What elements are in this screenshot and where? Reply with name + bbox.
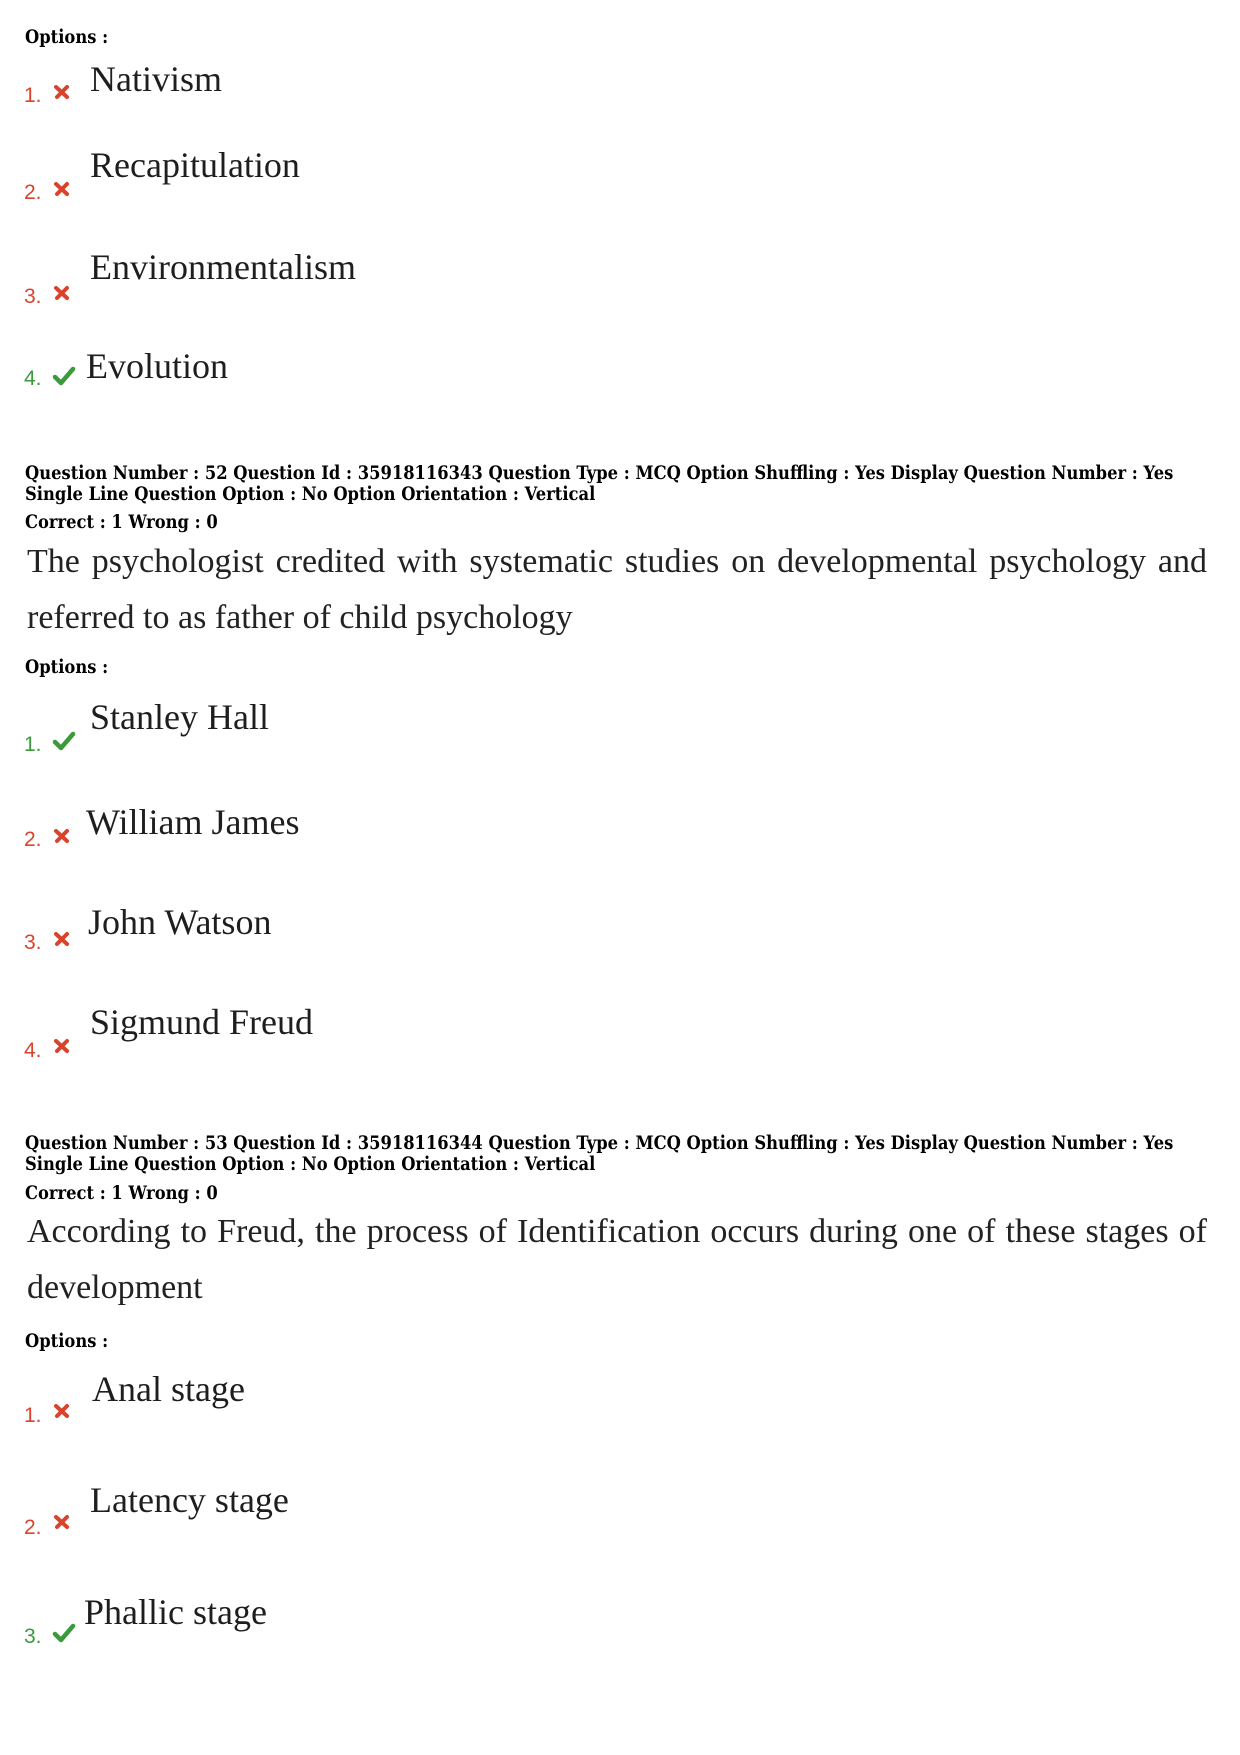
cross-icon [52,1401,72,1421]
option-text: Evolution [86,346,228,386]
option-number: 2. [24,181,42,204]
option-number: 3. [24,931,42,954]
option-text: Environmentalism [90,247,356,287]
cross-icon [52,283,72,303]
question-text: The psychologist credited with systematic studies on developmental psychology and referred to as father of child psychology [27,543,1207,636]
option-text: Phallic stage [84,1592,267,1632]
option-text: Stanley Hall [90,697,269,737]
cross-icon [52,1036,72,1056]
option-text: Nativism [90,59,222,99]
marks-info: Correct : 1 Wrong : 0 [25,511,218,533]
option-number: 1. [24,733,42,756]
checkmark-icon [52,1622,76,1644]
marks-info: Correct : 1 Wrong : 0 [25,1182,218,1204]
checkmark-icon [52,365,76,387]
option-number: 4. [24,1039,42,1062]
option-number: 4. [24,367,42,390]
option-number: 2. [24,1516,42,1539]
option-number: 3. [24,285,42,308]
option-number: 3. [24,1625,42,1648]
question-text: According to Freud, the process of Identification occurs during one of these stages of development [27,1213,1207,1306]
checkmark-icon [52,730,76,752]
cross-icon [52,179,72,199]
option-number: 1. [24,84,42,107]
question-meta-line-2: Single Line Question Option : No Option Orientation : Vertical [25,1153,596,1175]
options-label: Options : [25,656,109,678]
options-label: Options : [25,26,109,48]
option-text: Latency stage [90,1480,289,1520]
question-meta-line-2: Single Line Question Option : No Option Orientation : Vertical [25,483,596,505]
option-text: Anal stage [92,1369,245,1409]
cross-icon [52,1512,72,1532]
option-text: Recapitulation [90,145,300,185]
options-label: Options : [25,1330,109,1352]
question-meta-line-1: Question Number : 53 Question Id : 35918116344 Question Type : MCQ Option Shuffling : Yes Display Question Number : Yes [25,1132,1174,1154]
option-text: William James [86,802,300,842]
option-number: 2. [24,828,42,851]
cross-icon [52,826,72,846]
question-meta-line-1: Question Number : 52 Question Id : 35918116343 Question Type : MCQ Option Shuffling : Yes Display Question Number : Yes [25,462,1174,484]
cross-icon [52,929,72,949]
cross-icon [52,82,72,102]
option-text: John Watson [88,902,272,942]
option-text: Sigmund Freud [90,1002,314,1042]
option-number: 1. [24,1404,42,1427]
